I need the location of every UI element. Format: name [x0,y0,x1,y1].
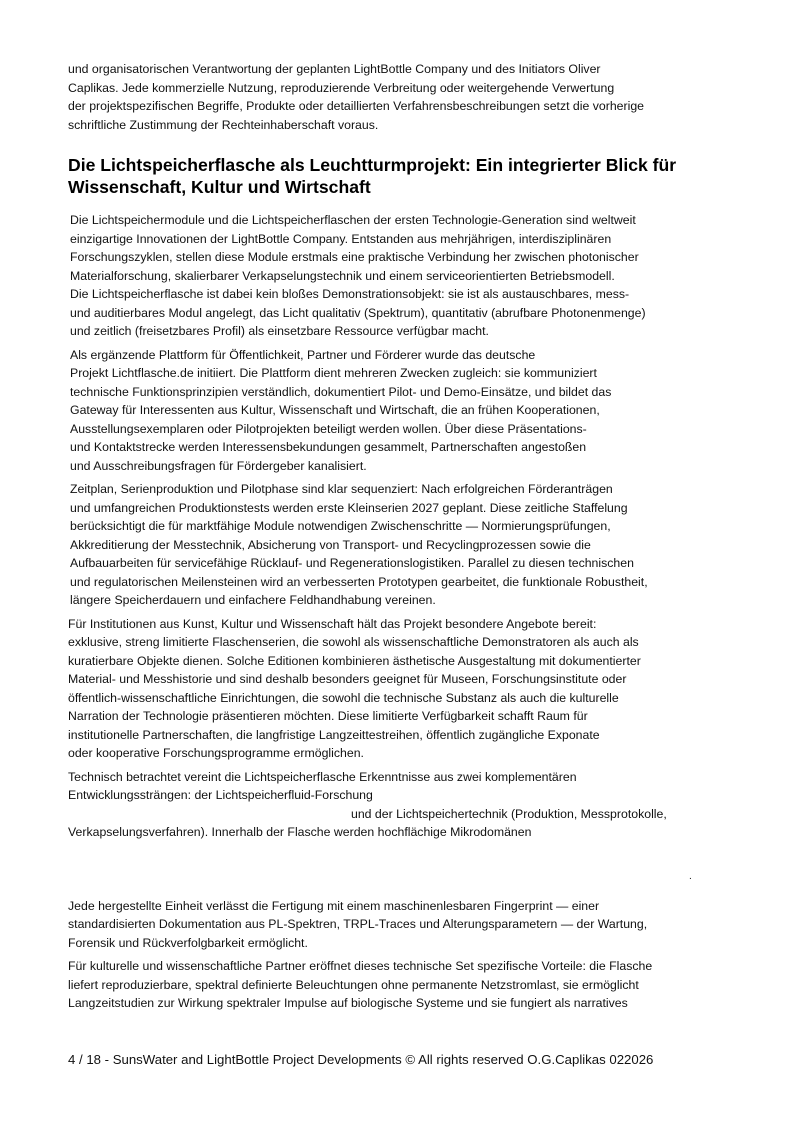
text-line: oder kooperative Forschungsprogramme ermöglichen. [68,746,364,760]
text-line: institutionelle Partnerschaften, die langfristige Langzeittestreihen, öffentlich zugängliche Exponate [68,727,600,742]
blank-area [68,842,732,897]
text-line: Verkapselungsverfahren). Innerhalb der Flasche werden hochflächige Mikrodomänen [68,825,532,839]
text-line: öffentlich-wissenschaftliche Einrichtungen, die sowohl die technische Substanz als auch die kulturelle [68,690,619,705]
text-line: Narration der Technologie präsentieren möchten. Diese limitierte Verfügbarkeit schafft Raum für [68,709,588,723]
stray-mark: . [689,870,692,882]
text-line: und der Lichtspeichertechnik (Produktion, Messprotokolle, [351,806,667,821]
text-line: und organisatorischen Verantwortung der geplanten LightBottle Company und des Initiators Oliver [68,62,601,76]
text-line: und auditierbares Modul angelegt, das Licht qualitativ (Spektrum), quantitativ (abrufbare Photonenmenge) [70,305,646,320]
text-line: Ausstellungsexemplaren oder Pilotprojekten beteiligt werden wollen. Über diese Präsentations- [70,421,587,436]
text-line: Gateway für Interessenten aus Kultur, Wissenschaft und Wirtschaft, die an frühen Kooperationen, [70,403,600,417]
text-line: Jede hergestellte Einheit verlässt die Fertigung mit einem maschinenlesbaren Fingerprint — einer [68,898,600,913]
text-line: liefert reproduzierbare, spektral definierte Beleuchtungen ohne permanente Netzstromlast, sie ermöglicht [68,977,639,992]
document-page [68,60,732,1013]
text-line: kuratierbare Objekte dienen. Solche Editionen kombinieren ästhetische Ausgestaltung mit dokumentierter [68,653,641,668]
heading-line: Die Lichtspeicherflasche als Leuchtturmprojekt: Ein integrierter Blick für [68,155,677,175]
text-line: Aufbauarbeiten für servicefähige Rücklauf- und Regenerationslogistiken. Parallel zu diesen technischen [70,556,634,570]
text-line: Langzeitstudien zur Wirkung spektraler Impulse auf biologische Systeme und sie fungiert als narratives [68,996,628,1010]
text-line: Zeitplan, Serienproduktion und Pilotphase sind klar sequenziert: Nach erfolgreichen Förderanträgen [70,482,613,496]
text-line: technische Funktionsprinzipien verständlich, dokumentiert Pilot- und Demo-Einsätze, und bildet das [70,384,612,399]
text-line: Technisch betrachtet vereint die Lichtspeicherflasche Erkenntnisse aus zwei komplementären [68,769,577,784]
text-line: Für kulturelle und wissenschaftliche Partner eröffnet dieses technische Set spezifische Vorteile: die Flasche [68,959,653,973]
intro-paragraph [68,60,732,134]
paragraph-fingerprint [68,897,732,953]
text-line: längere Speicherdauern und einfachere Feldhandhabung vereinen. [70,593,436,607]
paragraph-partners [68,957,732,1013]
paragraph-platform [68,346,732,476]
section-heading [68,154,732,198]
text-line: Akkreditierung der Messtechnik, Absicherung von Transport- und Recyclingprozessen sowie die [70,537,591,552]
paragraph-technical [68,768,732,842]
text-line: Die Lichtspeicherflasche ist dabei kein bloßes Demonstrationsobjekt: sie ist als austauschbares, mess- [70,287,630,301]
page-footer: 4 / 18 - SunsWater and LightBottle Project Developments © All rights reserved O.G.Caplikas 022026 [68,1052,654,1067]
text-line: Die Lichtspeichermodule und die Lichtspeicherflaschen der ersten Technologie-Generation sind weltweit [70,213,636,227]
text-line: der projektspezifischen Begriffe, Produkte oder detaillierten Verfahrensbeschreibungen setzt die vorherige [68,99,645,113]
text-line: und umfangreichen Produktionstests werden erste Kleinserien 2027 geplant. Diese zeitliche Staffelung [70,500,628,515]
paragraph-institutions [68,615,732,763]
text-line: standardisierten Dokumentation aus PL-Spektren, TRPL-Traces und Alterungsparametern — der Wartung, [68,917,648,931]
text-line: exklusive, streng limitierte Flaschenserien, die sowohl als wissenschaftliche Demonstratoren als auch als [68,635,639,649]
text-line: Entwicklungssträngen: der Lichtspeicherfluid-Forschung [68,788,373,802]
text-line: schriftliche Zustimmung der Rechteinhaberschaft voraus. [68,117,379,132]
text-line: und regulatorischen Meilensteinen wird an verbesserten Prototypen gearbeitet, die funktionale Robustheit, [70,574,648,589]
text-line: berücksichtigt die für marktfähige Module notwendigen Zwischenschritte — Normierungsprüfungen, [70,519,611,533]
text-line: und zeitlich (freisetzbares Profil) als einsetzbare Ressource verfügbar macht. [70,324,489,338]
text-line: Material- und Messhistorie und sind deshalb besonders geeignet für Museen, Forschungsinstitute oder [68,672,627,686]
text-line: und Kontaktstrecke werden Interessensbekundungen gesammelt, Partnerschaften angestoßen [70,440,587,454]
text-line: Als ergänzende Plattform für Öffentlichkeit, Partner und Förderer wurde das deutsche [70,347,536,362]
text-line: einzigartige Innovationen der LightBottle Company. Entstanden aus mehrjährigen, interdisziplinären [70,231,612,246]
text-line: Forschungszyklen, stellen diese Module erstmals eine praktische Verbindung her zwischen photonischer [70,250,639,264]
text-line: Projekt Lichtflasche.de initiiert. Die Plattform dient mehreren Zwecken zugleich: sie kommuniziert [70,366,597,380]
text-line: Caplikas. Jede kommerzielle Nutzung, reproduzierende Verbreitung oder weitergehende Verwertung [68,80,615,95]
paragraph-timeline [68,480,732,610]
text-line: Forensik und Rückverfolgbarkeit ermöglicht. [68,935,308,950]
text-line: und Ausschreibungsfragen für Fördergeber kanalisiert. [70,458,367,473]
paragraph-modules [68,211,732,341]
text-line: Materialforschung, skalierbarer Verkapselungstechnik und einem serviceorientierten Betriebsmodell. [70,268,615,283]
text-line: Für Institutionen aus Kunst, Kultur und Wissenschaft hält das Projekt besondere Angebote bereit: [68,616,597,631]
heading-line: Wissenschaft, Kultur und Wirtschaft [68,177,371,197]
